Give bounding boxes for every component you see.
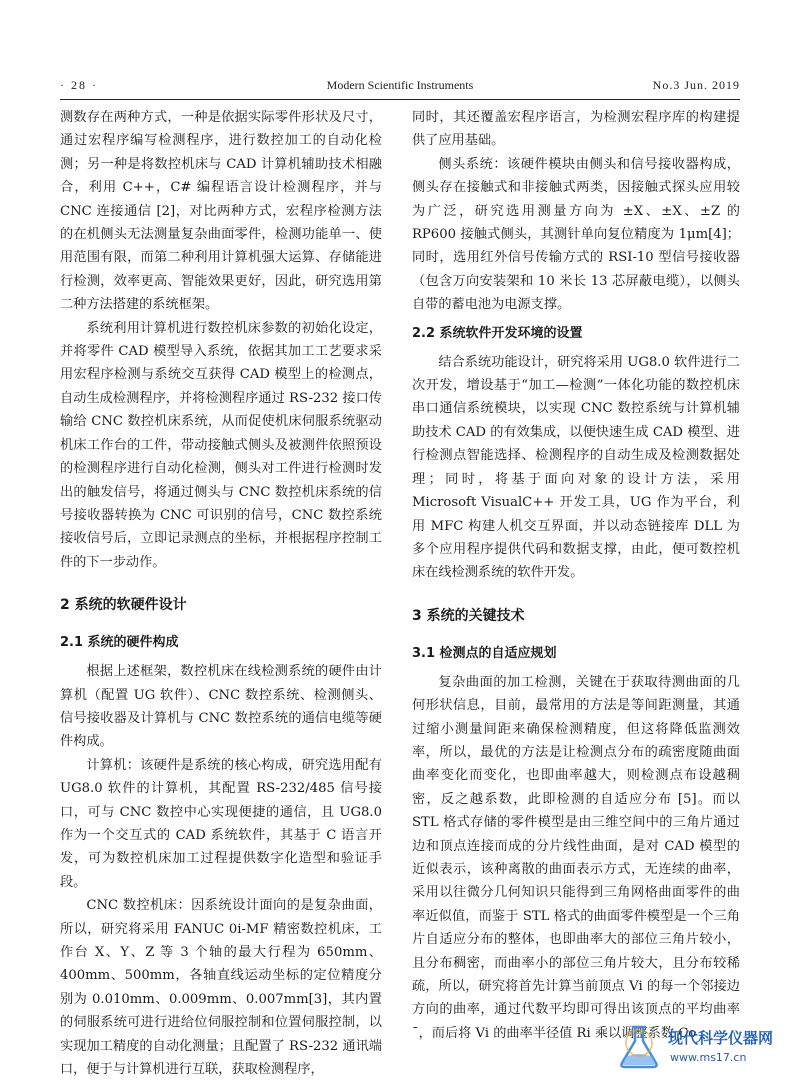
- header-rule: [60, 99, 740, 100]
- paragraph: 计算机：该硬件是系统的核心构成，研究选用配有 UG8.0 软件的计算机，其配置 RS-232/485 信号接口，可与 CNC 数控中心实现便捷的通信，且 UG8.0 作为一个交互式的 CAD 系统软件，其基于 C 语言开发，可为数控机床加工过程提供数字化造型和验证手段。: [60, 757, 382, 890]
- site-watermark: [612, 1013, 788, 1077]
- paragraph: 根据上述框架，数控机床在线检测系统的硬件由计算机（配置 UG 软件）、CNC 数控系统、检测侧头、信号接收器及计算机与 CNC 数控系统的通信电缆等硬件构成。: [60, 664, 382, 750]
- paragraph: 侧头系统：该硬件模块由侧头和信号接收器构成，侧头存在接触式和非接触式两类，因接触式探头应用较为广泛，研究选用测量方向为 ±X、±X、±Z 的 RP600 接触式侧头，其测针单向复位精度为 1μm[4]；同时，选用红外信号传输方式的 RSI-10 型信号接收器（包含万向安装架和 10 米长 13 芯屏蔽电缆），以侧头自带的蓄电池为电源支撑。: [412, 156, 740, 313]
- left-column: [60, 106, 382, 1081]
- subsection-heading: 2.2 系统软件开发环境的设置: [412, 325, 583, 341]
- flask-logo-icon: [612, 1021, 666, 1071]
- paragraph: CNC 数控机床：因系统设计面向的是复杂曲面，所以，研究将采用 FANUC 0i-MF 精密数控机床，工作台 X、Y、Z 等 3 个轴的最大行程为 650mm、400mm、500mm，各轴直线运动坐标的定位精度分别为 0.010mm、0.009mm、0.007mm[3]，其内置的伺服系统可进行进给位伺服控制和位置伺服控制，以实现加工精度的自动化测量；且配置了 RS-232 通讯端口，便于与计算机进行互联，获取检测程序，: [60, 898, 382, 1078]
- paragraph: 系统利用计算机进行数控机床参数的初始化设定，并将零件 CAD 模型导入系统，依据其加工工艺要求采用宏程序检测与系统交互获得 CAD 模型上的检测点，自动生成检测程序，并将检测程序通过 RS-232 接口传输给 CNC 数控机床系统，从而促使机床伺服系统驱动机床工作台的工件，带动接触式侧头及被测件依照预设的检测程序进行自动化检测，侧头对工件进行检测时发出的触发信号，将通过侧头与 CNC 数控机床系统的信号接收器转换为 CNC 可识别的信号，CNC 数控系统接收信号后，立即记录测点的坐标，并根据程序控制工件的下一步动作。: [60, 320, 382, 570]
- journal-name: Modern Scientific Instruments: [326, 78, 474, 92]
- watermark-url: www.ms17.cn: [670, 1051, 747, 1064]
- running-header: [60, 78, 740, 94]
- paragraph: 结合系统功能设计，研究将采用 UG8.0 软件进行二次开发，增设基于“加工—检测”一体化功能的数控机床串口通信系统模块，以实现 CNC 数控系统与计算机辅助技术 CAD 的有效集成，以便快速生成 CAD 模型、进行检测点智能选择、检测程序的自动生成及检测数据处理；同时，将基于面向对象的设计方法，采用 Microsoft VisualC++ 开发工具，UG 作为平台，利用 MFC 构建人机交互界面，并以动态链接库 DLL 为多个应用程序提供代码和数据支撑，由此，便可数控机床在线检测系统的软件开发。: [412, 354, 740, 581]
- paragraph: 同时，其还覆盖宏程序语言，为检测宏程序库的构建提供了应用基础。: [412, 110, 740, 149]
- paragraph: 测数存在两种方式，一种是依据实际零件形状及尺寸，通过宏程序编写检测程序，进行数控加工的自动化检测；另一种是将数控机床与 CAD 计算机辅助技术相融合，利用 C++，C# 编程语言设计检测程序，并与 CNC 连接通信 [2]，对比两种方式，宏程序检测方法的在机侧头无法测量复杂曲面零件，检测功能单一、使用范围有限，而第二种利用计算机强大运算、存储能进行检测，效率更高、智能效果更好，因此，研究选用第二种方法搭建的系统框架。: [60, 110, 382, 313]
- section-heading: 2 系统的软硬件设计: [60, 597, 187, 614]
- subsection-heading: 2.1 系统的硬件构成: [60, 635, 179, 651]
- section-heading: 3 系统的关键技术: [412, 607, 525, 624]
- issue-info: No.3 Jun. 2019: [652, 78, 740, 92]
- page-number: · 28 ·: [60, 78, 98, 92]
- subsection-heading: 3.1 检测点的自适应规划: [412, 645, 557, 661]
- right-column: [412, 106, 740, 1045]
- watermark-title: 现代科学仪器网: [668, 1029, 774, 1047]
- paragraph: 复杂曲面的加工检测，关键在于获取待测曲面的几何形状信息，目前，最常用的方法是等间距测量，其通过缩小测量间距来确保检测精度，但这将降低监测效率，所以，最优的方法是让检测点分布的疏密度随曲面曲率变化而变化，也即曲率越大，则检测点布设越稠密，反之越系数，此即检测的自适应分布 [5]。而以 STL 格式存储的零件模型是由三维空间中的三角片通过边和顶点连接而成的分片线性曲面，是对 CAD 模型的近似表示，该种离散的曲面表示方式，无连续的曲率，采用以往微分几何知识只能得到三角网格曲面零件的曲率近似值，而鉴于 STL 格式的曲面零件模型是一个三角片自适应分布的整体，也即曲率大的部位三角片较小，且分布稠密，而曲率小的部位三角片较大，且分布较稀疏，所以，研究将首先计算当前顶点 Vi 的每一个邻接边方向的曲率，通过代数平均即可得出该顶点的平均曲率 ¯，而后将 Vi 的曲率半径值 Ri 乘以调整系数 Co: [412, 674, 740, 1041]
